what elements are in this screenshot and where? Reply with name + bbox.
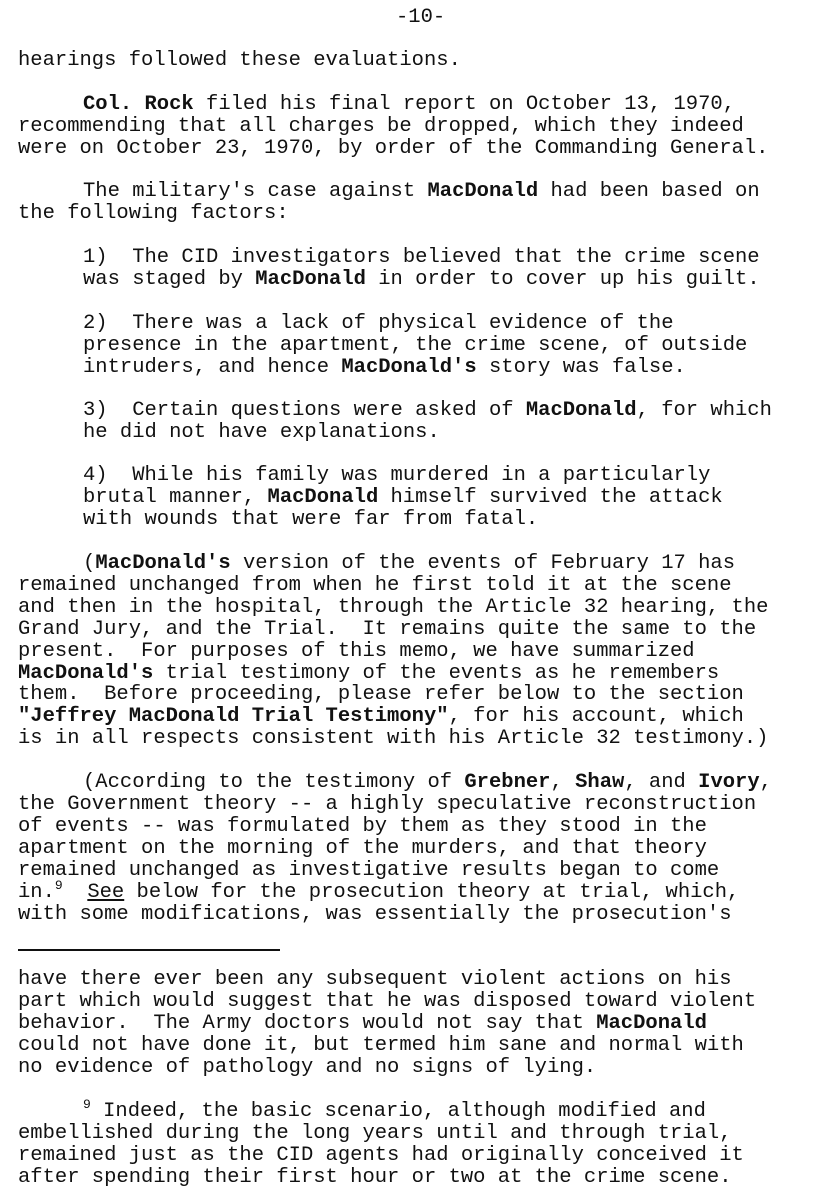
list-item-line (83, 400, 772, 422)
footnote-line (18, 1013, 707, 1035)
footnote-line: remained just as the CID agents had originally conceived it (18, 1144, 744, 1167)
paragraph-line: remained unchanged from when he first told it at the scene (18, 574, 732, 597)
person-name: MacDonald's (18, 662, 154, 685)
paragraph-line: the following factors: (18, 202, 289, 225)
text-run: Indeed, the basic scenario, although modified and (90, 1100, 706, 1123)
paragraph-line: them. Before proceeding, please refer below to the section (18, 683, 744, 706)
text-run: filed his final report on October 13, 1970, (193, 93, 736, 116)
text-run: had been based on (538, 180, 760, 203)
paragraph-line: apartment on the morning of the murders, and that theory (18, 837, 707, 860)
person-name: MacDonald's (341, 356, 477, 379)
see-signal: See (87, 881, 125, 904)
page-number: -10- (396, 6, 446, 29)
list-item-line: presence in the apartment, the crime scene, of outside (83, 334, 748, 357)
text-run: (According to the testimony of (83, 771, 465, 794)
text-run: below for the prosecution theory at trial, which, (124, 881, 740, 904)
person-name: Grebner (464, 771, 551, 794)
person-name: MacDonald (596, 1012, 707, 1035)
paragraph-line: recommending that all charges be dropped, which they indeed (18, 115, 744, 138)
person-name: Col. Rock (83, 93, 194, 116)
text-run: story was false. (476, 356, 686, 379)
person-name: Shaw (575, 771, 625, 794)
footnote-line: have there ever been any subsequent violent actions on his (18, 968, 732, 991)
person-name: MacDonald (267, 486, 379, 509)
text-run: brutal manner, (83, 486, 268, 509)
text-run: The military's case against (83, 180, 428, 203)
person-name: MacDonald (525, 399, 637, 422)
text-run: 3) Certain questions were asked of (83, 399, 526, 422)
paragraph-line (18, 878, 740, 905)
footnote-line: after spending their first hour or two at the crime scene. (18, 1166, 732, 1189)
footnote-marker: 9 (54, 878, 63, 893)
paragraph-line: remained unchanged as investigative results began to come (18, 859, 720, 882)
text-run: trial testimony of the events as he remembers (153, 662, 720, 685)
text-run: , (759, 771, 772, 794)
person-name: Ivory (698, 771, 760, 794)
text-run: was staged by (83, 268, 256, 291)
text-run: himself survived the attack (378, 486, 723, 509)
footnote-line: part which would suggest that he was disposed toward violent (18, 990, 757, 1013)
person-name: MacDonald (255, 268, 366, 291)
person-name: MacDonald (427, 180, 539, 203)
text-run: , for which (636, 399, 772, 422)
text-run: , (550, 771, 576, 794)
paragraph-line: with some modifications, was essentially the prosecution's (18, 903, 732, 926)
list-item-line: 1) The CID investigators believed that the crime scene (83, 246, 760, 269)
text-run: , for his account, which (448, 705, 744, 728)
list-item-line (83, 487, 723, 509)
text-run (63, 881, 88, 904)
list-item-line (83, 269, 760, 291)
paragraph-line: the Government theory -- a highly speculative reconstruction (18, 793, 757, 816)
footnote-line: could not have done it, but termed him sane and normal with (18, 1034, 744, 1057)
text-run: in order to cover up his guilt. (365, 268, 760, 291)
list-item-line: 2) There was a lack of physical evidence of the (83, 312, 674, 335)
text-run: version of the events of February 17 has (230, 552, 736, 575)
footnote-line: no evidence of pathology and no signs of lying. (18, 1056, 597, 1079)
text-run: intruders, and hence (83, 356, 342, 379)
paragraph-line (83, 181, 760, 203)
paragraph-line (18, 706, 744, 728)
paragraph-line: hearings followed these evaluations. (18, 49, 461, 72)
paragraph-line: Grand Jury, and the Trial. It remains quite the same to the (18, 618, 757, 641)
list-item-line (83, 357, 686, 379)
list-item-line: he did not have explanations. (83, 421, 440, 444)
paragraph-line (18, 663, 719, 685)
footnote-line (83, 1097, 706, 1124)
paragraph-line: and then in the hospital, through the Article 32 hearing, the (18, 596, 769, 619)
footnote-line: embellished during the long years until and through trial, (18, 1122, 732, 1145)
paragraph-line (83, 553, 735, 575)
text-run: , and (624, 771, 699, 794)
person-name: MacDonald's (95, 552, 231, 575)
paragraph-line: were on October 23, 1970, by order of the Commanding General. (18, 137, 769, 160)
paragraph-line: of events -- was formulated by them as they stood in the (18, 815, 707, 838)
footnote-number: 9 (83, 1097, 91, 1112)
section-reference: "Jeffrey MacDonald Trial Testimony" (18, 705, 449, 728)
list-item-line: with wounds that were far from fatal. (83, 508, 539, 531)
text-run: behavior. The Army doctors would not say that (18, 1012, 597, 1035)
paragraph-line: is in all respects consistent with his Article 32 testimony.) (18, 727, 769, 750)
text-run: ( (83, 552, 96, 575)
paragraph-line (83, 772, 772, 794)
footnote-separator (18, 949, 280, 951)
paragraph-line (83, 94, 735, 116)
text-run: in. (18, 881, 55, 904)
list-item-line: 4) While his family was murdered in a particularly (83, 464, 711, 487)
paragraph-line: present. For purposes of this memo, we have summarized (18, 640, 695, 663)
